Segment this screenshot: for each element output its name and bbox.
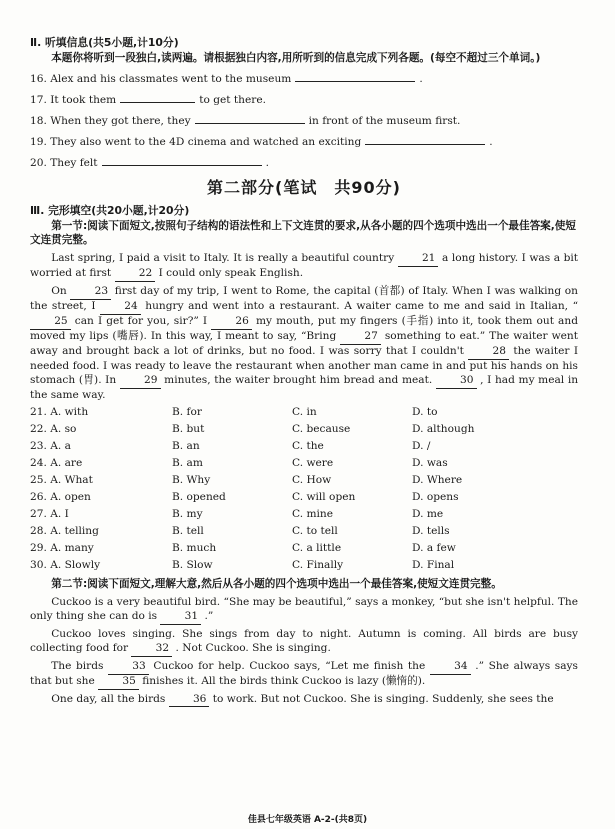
option-choice[interactable]: B. an [172, 439, 200, 452]
listening-question [30, 154, 578, 171]
option-choice[interactable]: 23. A. a [30, 439, 71, 452]
option-choice[interactable]: 25. A. What [30, 473, 93, 486]
passage-text: something to eat.” The waiter went away and brought back a lot of drinks, but no food. I was sorry that I couldn't [30, 330, 578, 358]
passage-text: minutes, the waiter brought him bread and meat. [164, 374, 433, 387]
part-2-title: 第二部分(笔试 共90分) [207, 178, 401, 198]
option-choice[interactable]: D. opens [412, 490, 459, 503]
passage-text: Cuckoo for help. Cuckoo says, “Let me finish the [153, 659, 426, 672]
option-choice[interactable]: B. tell [172, 524, 204, 537]
cloze-blank-number[interactable]: 26 [211, 315, 252, 330]
passage-text: The birds [51, 659, 104, 672]
section-2-heading: Ⅱ. 听填信息(共5小题,计10分) [30, 36, 179, 49]
option-choice[interactable]: C. mine [292, 507, 333, 520]
option-row [30, 525, 578, 539]
option-row [30, 542, 578, 556]
option-choice[interactable]: D. / [412, 439, 431, 452]
passage-text: Last spring, I paid a visit to Italy. It is really a beautiful country [51, 252, 395, 265]
question-text: 16. Alex and his classmates went to the museum [30, 73, 292, 86]
cloze-blank-number[interactable]: 23 [70, 285, 111, 300]
question-text: 17. It took them [30, 94, 117, 107]
passage-text: a long history. I was a bit worried at first [30, 252, 579, 280]
option-choice[interactable]: D. a few [412, 541, 456, 554]
cloze-blank-number[interactable]: 29 [120, 374, 161, 389]
option-choice[interactable]: D. Where [412, 473, 463, 486]
passage-text: to work. But not Cuckoo. She is singing. Suddenly, she sees the [212, 692, 554, 705]
option-choice[interactable]: C. in [292, 406, 317, 419]
cloze-blank-number[interactable]: 33 [108, 660, 149, 675]
option-choice[interactable]: D. although [412, 423, 475, 436]
option-choice[interactable]: C. because [292, 423, 351, 436]
passage-paragraph [30, 660, 578, 690]
passage-text: the waiter I needed food. I was ready to leave the restaurant when another man came in and put his hands on his stomach (胃). In [30, 345, 578, 387]
passage-text: .” She always says that but she [30, 659, 578, 687]
cloze-blank-number[interactable]: 24 [100, 300, 141, 315]
cloze-passage-2 [30, 596, 578, 708]
option-choice[interactable]: 30. A. Slowly [30, 558, 101, 571]
cloze-blank-number[interactable]: 27 [340, 330, 381, 345]
passage-text: . Not Cuckoo. She is singing. [175, 641, 331, 654]
passage-text: , I had my meal in the same way. [30, 374, 579, 402]
passage-paragraph [30, 285, 578, 403]
question-tail: in front of the museum first. [308, 115, 461, 128]
cloze-blank-number[interactable]: 30 [436, 374, 477, 389]
listening-question [30, 70, 578, 87]
listening-question [30, 91, 578, 108]
cloze-blank-number[interactable]: 21 [398, 252, 439, 267]
option-choice[interactable]: 21. A. with [30, 406, 89, 419]
option-row [30, 423, 578, 437]
option-choice[interactable]: C. were [292, 456, 334, 469]
exam-page [30, 34, 578, 710]
option-choice[interactable]: C. Finally [292, 558, 344, 571]
answer-blank[interactable] [102, 154, 262, 166]
question-tail: to get there. [199, 94, 266, 107]
question-text: 18. When they got there, they [30, 115, 191, 128]
passage-text: finishes it. All the birds think Cuckoo is lazy (懒惰的). [142, 674, 426, 687]
option-row [30, 440, 578, 454]
passage-text: I could only speak English. [158, 267, 304, 280]
option-choice[interactable]: B. for [172, 406, 202, 419]
cloze-blank-number[interactable]: 35 [98, 675, 139, 690]
option-choice[interactable]: C. a little [292, 541, 342, 554]
answer-blank[interactable] [295, 70, 415, 82]
option-choice[interactable]: D. me [412, 507, 444, 520]
option-choice[interactable]: B. Slow [172, 558, 213, 571]
cloze-passage-1 [30, 252, 578, 403]
option-choice[interactable]: D. Final [412, 558, 455, 571]
passage-text: On [51, 285, 67, 298]
passage-paragraph [30, 596, 578, 625]
passage-text: can I get for you, sir?” I [74, 315, 208, 328]
option-choice[interactable]: D. tells [412, 524, 450, 537]
section-2-instruction: 本题你将听到一段独白,读两遍。请根据独白内容,用所听到的信息完成下列各题。(每空不超过三个单词。) [51, 52, 541, 65]
page-footer: 佳县七年级英语 A-2-(共8页) [247, 815, 368, 826]
passage-text: One day, all the birds [51, 692, 166, 705]
question-tail: . [489, 136, 493, 149]
section-3-heading: Ⅲ. 完形填空(共20小题,计20分) [30, 204, 190, 218]
option-choice[interactable]: B. am [172, 456, 203, 469]
passage-paragraph [30, 628, 578, 657]
option-choice[interactable]: B. but [172, 423, 205, 436]
option-choice[interactable]: C. will open [292, 490, 356, 503]
option-choice[interactable]: 22. A. so [30, 423, 77, 436]
cloze-blank-number[interactable]: 25 [30, 315, 71, 330]
listening-question [30, 112, 578, 129]
section-3-sub2-instruction: 第二节:阅读下面短文,理解大意,然后从各小题的四个选项中选出一个最佳答案,使短文连贯完整。 [51, 577, 502, 590]
passage-text: Cuckoo is a very beautiful bird. “She may be beautiful,” says a monkey, “but she isn't helpful. The only thing she can do is [30, 595, 578, 622]
option-choice[interactable]: D. was [412, 456, 448, 469]
option-choice[interactable]: 27. A. I [30, 507, 69, 520]
cloze-blank-number[interactable]: 32 [131, 642, 172, 657]
option-row [30, 508, 578, 522]
section-3-sub1-instruction: 第一节:阅读下面短文,按照句子结构的语法性和上下文连贯的要求,从各小题的四个选项中选出一个最佳答案,使短文连贯完整。 [30, 220, 576, 247]
option-row [30, 474, 578, 488]
passage-paragraph [30, 252, 578, 282]
cloze-blank-number[interactable]: 28 [468, 345, 509, 360]
option-choice[interactable]: B. Why [172, 473, 211, 486]
option-choice[interactable]: B. opened [172, 490, 226, 503]
option-choice[interactable]: 29. A. many [30, 541, 94, 554]
option-choice[interactable]: D. to [412, 406, 438, 419]
cloze-blank-number[interactable]: 36 [169, 693, 210, 708]
option-row [30, 457, 578, 471]
passage-text: first day of my trip, I went to Rome, the capital (首都) of Italy. When I was walking on the street, I [30, 285, 579, 313]
option-choice[interactable]: C. the [292, 439, 324, 452]
answer-blank[interactable] [365, 133, 485, 145]
option-choice[interactable]: 28. A. telling [30, 524, 99, 537]
question-text: 19. They also went to the 4D cinema and watched an exciting [30, 136, 362, 149]
cloze-blank-number[interactable]: 22 [115, 267, 156, 282]
answer-blank[interactable] [195, 112, 305, 124]
passage-text: .” [204, 609, 214, 622]
option-choice[interactable]: B. much [172, 541, 217, 554]
listening-questions [30, 70, 578, 171]
option-row [30, 559, 578, 573]
passage-text: my mouth, put my fingers (手指) into it, took them out and moved my lips (嘴唇). In this way, I meant to say, “Bring [30, 315, 578, 343]
question-tail: . [265, 157, 269, 170]
passage-paragraph [30, 693, 578, 708]
passage-text: Cuckoo loves singing. She sings from day to night. Autumn is coming. All birds are busy collecting food for [30, 627, 578, 654]
listening-question [30, 133, 578, 150]
option-row [30, 491, 578, 505]
option-choice[interactable]: C. to tell [292, 524, 338, 537]
option-choice[interactable]: 24. A. are [30, 456, 83, 469]
option-choice[interactable]: B. my [172, 507, 203, 520]
passage-text: hungry and went into a restaurant. A waiter came to me and said in Italian, “ [145, 300, 578, 313]
answer-blank[interactable] [120, 91, 195, 103]
question-tail: . [419, 73, 423, 86]
cloze-blank-number[interactable]: 31 [160, 610, 201, 625]
option-row [30, 406, 578, 420]
options-list [30, 406, 578, 573]
option-choice[interactable]: 26. A. open [30, 490, 91, 503]
question-text: 20. They felt [30, 157, 98, 170]
cloze-blank-number[interactable]: 34 [430, 660, 471, 675]
option-choice[interactable]: C. How [292, 473, 332, 486]
